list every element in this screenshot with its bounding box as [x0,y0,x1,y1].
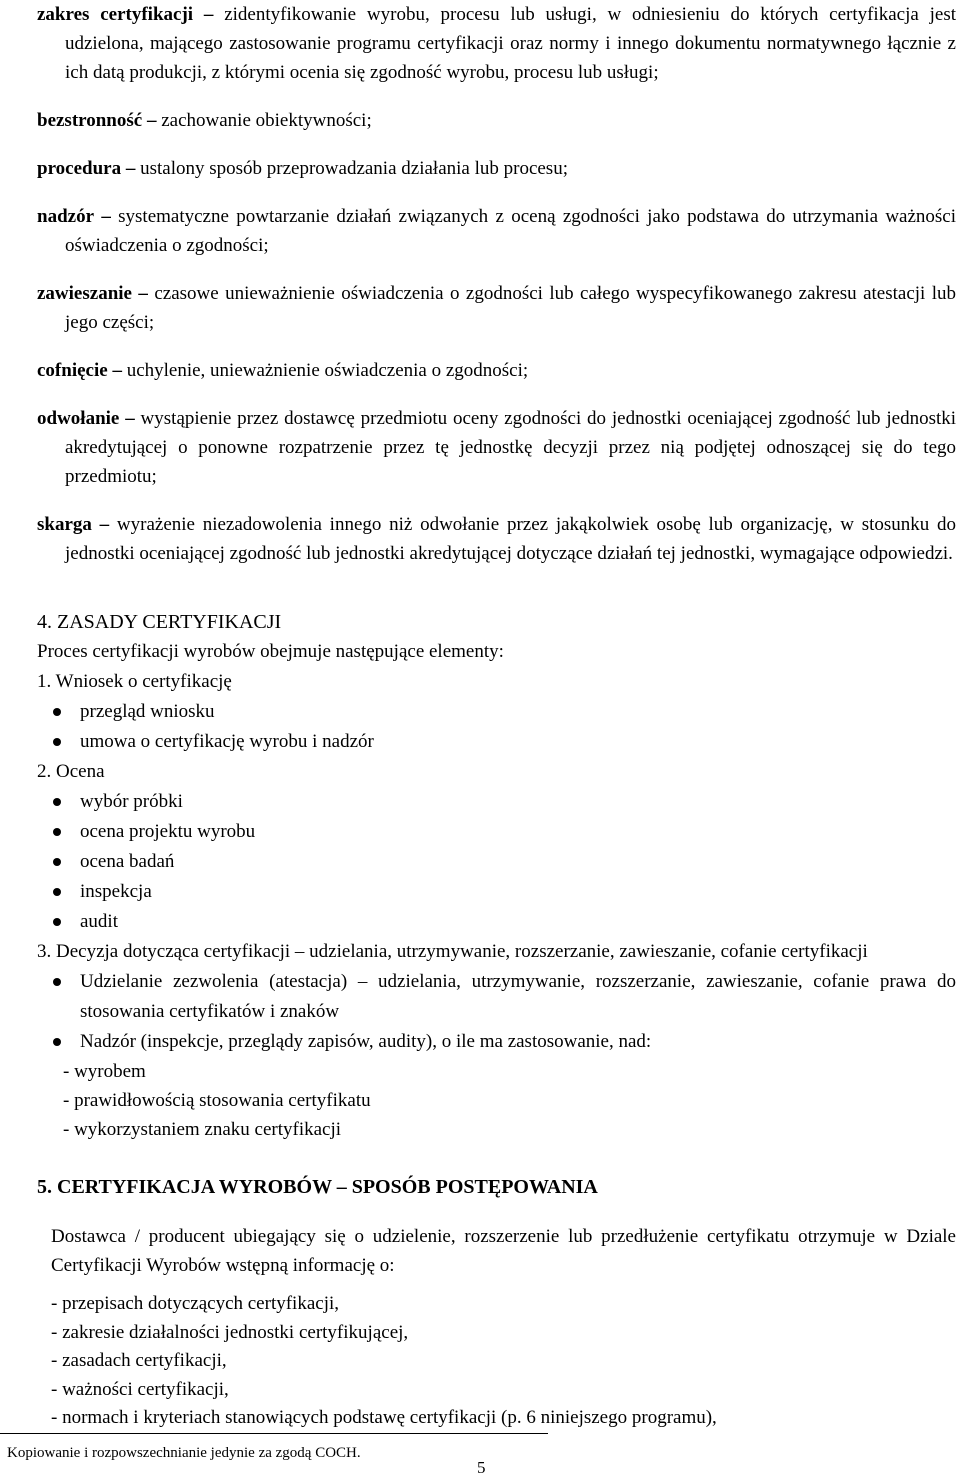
list-item: ocena projektu wyrobu [0,817,960,847]
list-item: Udzielanie zezwolenia (atestacja) – udzielania, utrzymywanie, rozszerzanie, zawieszanie, cofanie prawa do stosowania certyfikatów i znaków [0,967,956,1027]
definition-text: systematyczne powtarzanie działań związanych z oceną zgodności jako podstawa do utrzymania ważności oświadczenia o zgodności; [65,206,957,256]
list-item: przegląd wniosku [0,697,960,727]
definition-term: procedura [37,158,122,179]
step-1-list [0,697,960,757]
list-item: - zasadach certyfikacji, [51,1350,227,1371]
definition [37,202,956,260]
definition-term: bezstronność [37,110,143,131]
step-3-text: 3. Decyzja dotycząca certyfikacji – udzielania, utrzymywanie, rozszerzanie, zawieszanie, cofanie certyfikacji [37,941,868,962]
section-intro: Proces certyfikacji wyrobów obejmuje następujące elementy: [37,641,504,662]
definition-term: zawieszanie [37,283,132,304]
list-item: inspekcja [0,877,960,907]
footer-note: Kopiowanie i rozpowszechnianie jedynie za zgodą COCH. [7,1445,361,1461]
list-item: - zakresie działalności jednostki certyfikującej, [51,1321,409,1343]
page-number: 5 [477,1458,486,1477]
definition-text: zachowanie obiektywności; [161,110,372,131]
definition [37,106,956,135]
step-heading [37,937,956,967]
section-heading: 4. ZASADY CERTYFIKACJI [37,611,282,633]
sublist-item: - prawidłowością stosowania certyfikatu [63,1090,371,1111]
information-list [51,1290,960,1433]
definition-text: wyrażenie niezadowolenia innego niż odwołanie przez jakąkolwiek osobę lub organizację, w stosunku do jednostki oceniającej zgodność lub jednostki akredytującej dotyczące działań tej jednostki, wymagające odpowiedzi. [65,514,957,564]
definitions-list [0,0,960,568]
list-item: umowa o certyfikację wyrobu i nadzór [0,727,960,757]
sublist-item: - wykorzystaniem znaku certyfikacji [63,1119,342,1140]
definition [37,0,956,87]
definition-term: zakres certyfikacji [37,4,194,25]
definition [37,154,956,183]
definition-term: cofnięcie [37,360,108,381]
definition-text: zidentyfikowanie wyrobu, procesu lub usługi, w odniesieniu do których certyfikacja jest udzielona, mającego zastosowanie programu certyfikacji oraz normy i innego dokumentu normatywnego łącznie z ich datą produkcji, z którymi ocenia się zgodność wyrobu, procesu lub usługi; [65,4,956,83]
definition-term: odwołanie [37,408,120,429]
section-5 [0,1172,960,1433]
sublist-item: - wyrobem [63,1061,146,1082]
list-item: - ważności certyfikacji, [51,1378,229,1400]
definition-text: czasowe unieważnienie oświadczenia o zgodności lub całego wyspecyfikowanego zakresu atestacji lub jego części; [65,283,957,333]
footer-divider [0,1433,548,1434]
step-3-list [0,967,960,1057]
definition-dash: – [146,110,157,131]
step-3-sublist [63,1057,960,1144]
definition-term: skarga [37,514,92,535]
definition-dash: – [112,360,122,381]
list-item: audit [0,907,960,937]
definition-term: nadzór [37,206,94,227]
list-item: - przepisach dotyczących certyfikacji, [51,1293,340,1314]
step-heading: 1. Wniosek o certyfikację [37,671,232,692]
definition [37,404,956,491]
list-item: Nadzór (inspekcje, przeglądy zapisów, audity), o ile ma zastosowanie, nad: [0,1027,956,1057]
section-4 [0,607,960,1144]
step-2-list [0,787,960,937]
definition [37,510,956,568]
section-heading: 5. CERTYFIKACJA WYROBÓW – SPOSÓB POSTĘPOWANIA [37,1176,598,1198]
list-item: ocena badań [0,847,960,877]
definition-dash: – [101,206,111,227]
step-heading: 2. Ocena [37,761,105,782]
list-item: - normach i kryteriach stanowiących podstawę certyfikacji (p. 6 niniejszego programu), [51,1407,717,1428]
definition-text: wystąpienie przez dostawcę przedmiotu oceny zgodności do jednostki oceniającej zgodność lub jednostki akredytującej o ponowne rozpatrzenie przez tę jednostkę decyzji przez nią podjętej odnoszącej się do tego przedmiotu; [65,408,957,487]
section-intro: Dostawca / producent ubiegający się o udzielenie, rozszerzenie lub przedłużenie certyfikatu otrzymuje w Dziale Certyfikacji Wyrobów wstępną informację o: [51,1226,956,1276]
definition-dash: – [99,514,110,535]
definition-dash: – [203,4,214,25]
definition-dash: – [138,283,148,304]
definition [37,356,956,385]
definition-dash: – [125,408,135,429]
definition-text: uchylenie, unieważnienie oświadczenia o zgodności; [126,360,529,381]
definition-dash: – [125,158,136,179]
definition-text: ustalony sposób przeprowadzania działania lub procesu; [140,158,568,179]
definition [37,279,956,337]
list-item: wybór próbki [0,787,960,817]
